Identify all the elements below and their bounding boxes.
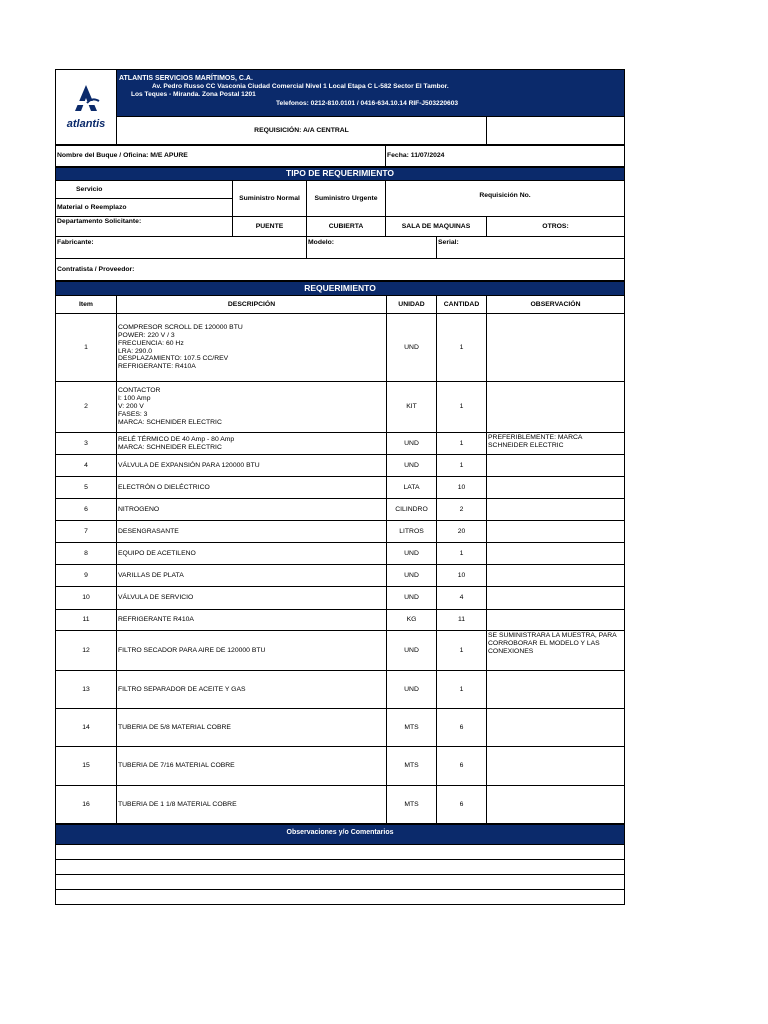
row-unit: MTS bbox=[387, 786, 437, 824]
row-description: RELÉ TÉRMICO DE 40 Amp - 80 Amp MARCA: SCHNEIDER ELECTRIC bbox=[117, 433, 387, 455]
row-unit: UND bbox=[387, 433, 437, 455]
logo-wordmark: atlantis bbox=[66, 118, 106, 131]
row-item-number: 9 bbox=[56, 565, 117, 587]
row-observation: PREFERIBLEMENTE: MARCA SCHNEIDER ELECTRIC bbox=[487, 433, 625, 455]
table-row bbox=[56, 314, 625, 382]
table-row bbox=[56, 543, 625, 565]
col-description-header: DESCRIPCIÓN bbox=[117, 296, 387, 314]
table-row bbox=[56, 433, 625, 455]
comment-line[interactable] bbox=[56, 845, 625, 860]
department-deck[interactable]: CUBIERTA bbox=[307, 217, 386, 237]
row-quantity: 10 bbox=[437, 565, 487, 587]
requirements-body bbox=[56, 314, 625, 824]
row-item-number: 1 bbox=[56, 314, 117, 382]
row-item-number: 10 bbox=[56, 587, 117, 610]
requisition-number: Requisición No. bbox=[386, 181, 625, 217]
row-description: TUBERIA DE 7/16 MATERIAL COBRE bbox=[117, 747, 387, 786]
document-title-blank bbox=[487, 117, 625, 145]
requisition-form bbox=[55, 69, 624, 905]
row-quantity: 1 bbox=[437, 543, 487, 565]
row-quantity: 11 bbox=[437, 610, 487, 631]
row-description: DESENGRASANTE bbox=[117, 521, 387, 543]
urgent-supply-option[interactable]: Suministro Urgente bbox=[307, 181, 386, 217]
vessel-name: Nombre del Buque / Oficina: M/E APURE bbox=[56, 146, 386, 167]
row-quantity: 10 bbox=[437, 477, 487, 499]
normal-supply-option[interactable]: Suministro Normal bbox=[233, 181, 307, 217]
company-name: ATLANTIS SERVICIOS MARÍTIMOS, C.A. bbox=[119, 75, 253, 82]
row-description: VARILLAS DE PLATA bbox=[117, 565, 387, 587]
row-item-number: 5 bbox=[56, 477, 117, 499]
logo bbox=[56, 70, 117, 145]
row-description: VÁLVULA DE SERVICIO bbox=[117, 587, 387, 610]
row-item-number: 3 bbox=[56, 433, 117, 455]
row-unit: UND bbox=[387, 671, 437, 709]
request-type-heading: TIPO DE REQUERIMIENTO bbox=[56, 168, 625, 181]
info-table bbox=[55, 145, 625, 167]
row-quantity: 1 bbox=[437, 314, 487, 382]
comment-line[interactable] bbox=[56, 860, 625, 875]
col-item-header: Item bbox=[56, 296, 117, 314]
row-unit: KIT bbox=[387, 382, 437, 433]
requirements-table bbox=[55, 281, 625, 824]
row-observation bbox=[487, 587, 625, 610]
row-item-number: 4 bbox=[56, 455, 117, 477]
row-item-number: 13 bbox=[56, 671, 117, 709]
row-observation bbox=[487, 709, 625, 747]
row-quantity: 1 bbox=[437, 433, 487, 455]
table-row bbox=[56, 455, 625, 477]
col-observation-header: OBSERVACIÓN bbox=[487, 296, 625, 314]
row-item-number: 2 bbox=[56, 382, 117, 433]
document-title: REQUISICIÓN: A/A CENTRAL bbox=[117, 117, 487, 145]
row-unit: UND bbox=[387, 314, 437, 382]
row-unit: UND bbox=[387, 455, 437, 477]
row-quantity: 1 bbox=[437, 671, 487, 709]
table-row bbox=[56, 565, 625, 587]
row-quantity: 20 bbox=[437, 521, 487, 543]
row-item-number: 14 bbox=[56, 709, 117, 747]
row-unit: MTS bbox=[387, 747, 437, 786]
company-address-2: Los Teques - Miranda. Zona Postal 1201 bbox=[131, 90, 256, 98]
row-item-number: 8 bbox=[56, 543, 117, 565]
model-field[interactable]: Modelo: bbox=[307, 237, 437, 259]
row-unit: LITROS bbox=[387, 521, 437, 543]
table-row bbox=[56, 671, 625, 709]
row-unit: UND bbox=[387, 565, 437, 587]
date: Fecha: 11/07/2024 bbox=[386, 146, 625, 167]
comments-table bbox=[55, 824, 625, 905]
row-quantity: 4 bbox=[437, 587, 487, 610]
request-type-table bbox=[55, 167, 625, 281]
contractor-field[interactable]: Contratista / Proveedor: bbox=[56, 259, 625, 281]
comments-heading: Observaciones y/o Comentarios bbox=[56, 825, 625, 845]
row-unit: LATA bbox=[387, 477, 437, 499]
table-row bbox=[56, 709, 625, 747]
row-observation bbox=[487, 499, 625, 521]
row-quantity: 1 bbox=[437, 455, 487, 477]
row-description: EQUIPO DE ACETILENO bbox=[117, 543, 387, 565]
manufacturer-field[interactable]: Fabricante: bbox=[56, 237, 307, 259]
table-row bbox=[56, 786, 625, 824]
row-description: ELECTRÓN O DIELÉCTRICO bbox=[117, 477, 387, 499]
row-observation bbox=[487, 477, 625, 499]
row-quantity: 2 bbox=[437, 499, 487, 521]
row-observation bbox=[487, 786, 625, 824]
row-observation bbox=[487, 521, 625, 543]
row-quantity: 6 bbox=[437, 747, 487, 786]
department-engine-room[interactable]: SALA DE MAQUINAS bbox=[386, 217, 487, 237]
requesting-department: Departamento Solicitante: bbox=[56, 217, 233, 237]
row-quantity: 1 bbox=[437, 382, 487, 433]
row-description: FILTRO SECADOR PARA AIRE DE 120000 BTU bbox=[117, 631, 387, 671]
company-info bbox=[117, 70, 625, 117]
row-observation bbox=[487, 610, 625, 631]
row-quantity: 6 bbox=[437, 709, 487, 747]
row-observation bbox=[487, 382, 625, 433]
row-unit: UND bbox=[387, 543, 437, 565]
row-item-number: 6 bbox=[56, 499, 117, 521]
row-observation bbox=[487, 565, 625, 587]
row-quantity: 1 bbox=[437, 631, 487, 671]
comment-line[interactable] bbox=[56, 875, 625, 890]
row-unit: UND bbox=[387, 587, 437, 610]
table-row bbox=[56, 610, 625, 631]
row-description: FILTRO SEPARADOR DE ACEITE Y GAS bbox=[117, 671, 387, 709]
table-row bbox=[56, 521, 625, 543]
row-observation bbox=[487, 543, 625, 565]
row-description: REFRIGERANTE R410A bbox=[117, 610, 387, 631]
service-option[interactable]: Servicio bbox=[56, 181, 233, 199]
col-unit-header: UNIDAD bbox=[387, 296, 437, 314]
col-quantity-header: CANTIDAD bbox=[437, 296, 487, 314]
row-description: VÁLVULA DE EXPANSIÓN PARA 120000 BTU bbox=[117, 455, 387, 477]
row-item-number: 7 bbox=[56, 521, 117, 543]
row-description: TUBERIA DE 1 1/8 MATERIAL COBRE bbox=[117, 786, 387, 824]
company-address-1: Av. Pedro Russo CC Vasconia Ciudad Comercial Nivel 1 Local Etapa C L-582 Sector El Tambor. bbox=[152, 83, 449, 91]
row-item-number: 15 bbox=[56, 747, 117, 786]
row-item-number: 11 bbox=[56, 610, 117, 631]
requirements-heading: REQUERIMIENTO bbox=[56, 282, 625, 296]
row-item-number: 16 bbox=[56, 786, 117, 824]
table-row bbox=[56, 747, 625, 786]
row-observation bbox=[487, 314, 625, 382]
row-observation bbox=[487, 671, 625, 709]
row-observation bbox=[487, 747, 625, 786]
row-observation: SE SUMINISTRARA LA MUESTRA, PARA CORROBORAR EL MODELO Y LAS CONEXIONES bbox=[487, 631, 625, 671]
row-description: TUBERIA DE 5/8 MATERIAL COBRE bbox=[117, 709, 387, 747]
table-row bbox=[56, 631, 625, 671]
comment-line[interactable] bbox=[56, 890, 625, 905]
row-description: NITROGENO bbox=[117, 499, 387, 521]
row-quantity: 6 bbox=[437, 786, 487, 824]
row-item-number: 12 bbox=[56, 631, 117, 671]
row-unit: KG bbox=[387, 610, 437, 631]
material-option[interactable]: Material o Reemplazo bbox=[56, 199, 233, 217]
row-observation bbox=[487, 455, 625, 477]
row-description: CONTACTOR I: 100 Amp V: 200 V FASES: 3 MARCA: SCHENIDER ELECTRIC bbox=[117, 382, 387, 433]
department-other[interactable]: OTROS: bbox=[487, 217, 625, 237]
table-row bbox=[56, 382, 625, 433]
table-row bbox=[56, 499, 625, 521]
row-unit: UND bbox=[387, 631, 437, 671]
row-unit: MTS bbox=[387, 709, 437, 747]
header-table bbox=[55, 69, 625, 145]
company-phones: Telefonos: 0212-810.0101 / 0416-634.10.14 RIF-J503220603 bbox=[276, 100, 459, 108]
serial-field[interactable]: Serial: bbox=[437, 237, 625, 259]
table-row bbox=[56, 587, 625, 610]
row-unit: CILINDRO bbox=[387, 499, 437, 521]
table-row bbox=[56, 477, 625, 499]
row-description: COMPRESOR SCROLL DE 120000 BTU POWER: 220 V / 3 FRECUENCIA: 60 Hz LRA: 290.0 DESPLAZAMIENTO: 107.5 CC/REV REFRIGERANTE: R410A bbox=[117, 314, 387, 382]
department-bridge[interactable]: PUENTE bbox=[233, 217, 307, 237]
atlantis-logo-icon bbox=[66, 83, 106, 117]
